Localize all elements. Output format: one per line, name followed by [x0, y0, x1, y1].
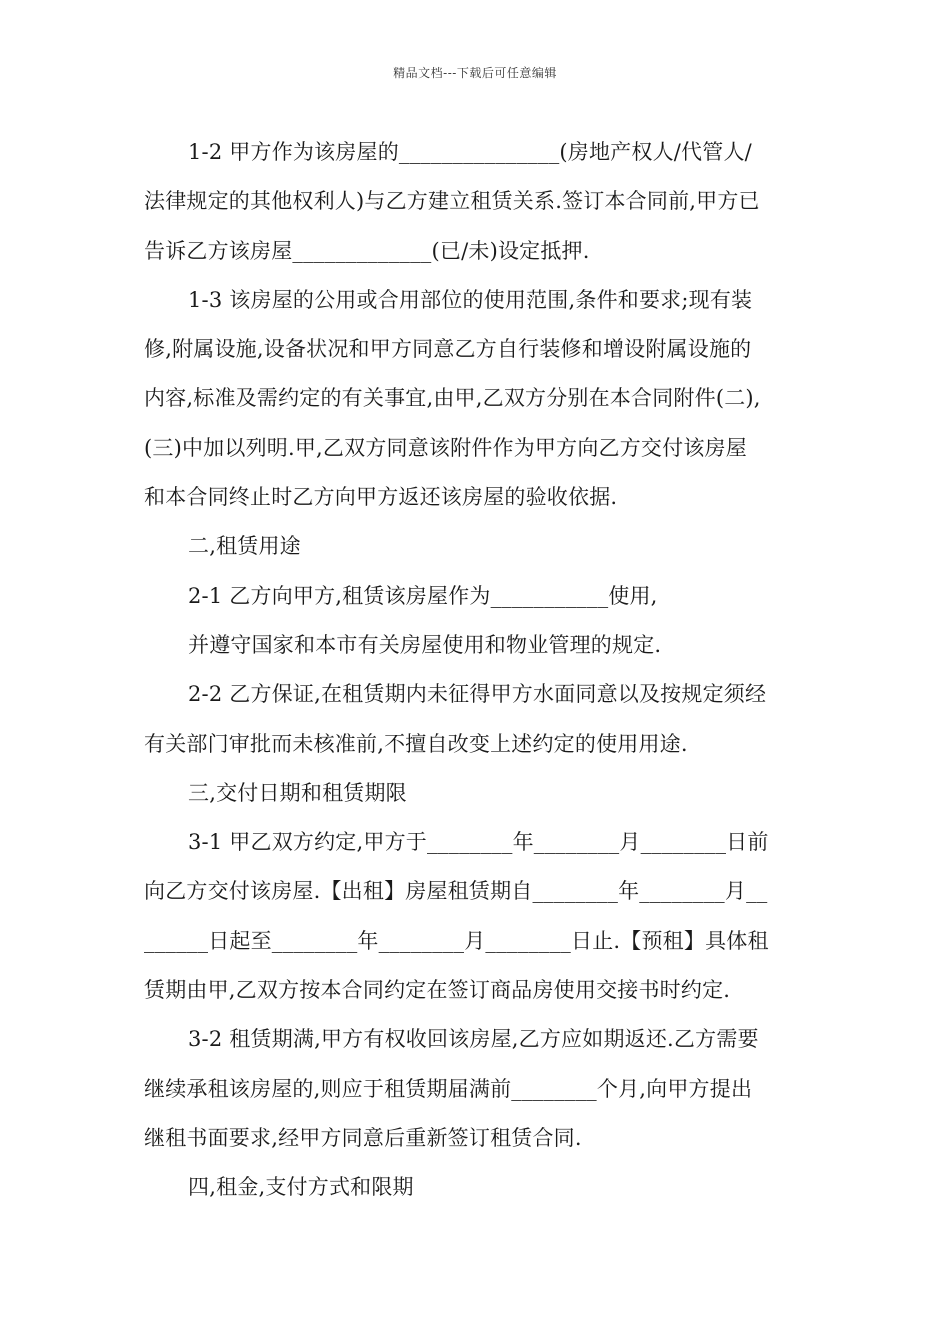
section-heading: 三,交付日期和租赁期限	[188, 780, 407, 805]
text-line: 修,附属设施,设备状况和甲方同意乙方自行装修和增设附属设施的	[144, 337, 752, 362]
text-line: 3-1 甲乙双方约定,甲方于________年________月________日前	[188, 830, 769, 855]
section-heading: 二,租赁用途	[188, 534, 301, 559]
document-body	[144, 128, 814, 1213]
text-line: 有关部门审批而未核准前,不擅自改变上述约定的使用用途.	[144, 731, 688, 756]
text-line: 3-2 租赁期满,甲方有权收回该房屋,乙方应如期返还.乙方需要	[188, 1027, 759, 1052]
text-line: 2-2 乙方保证,在租赁期内未征得甲方水面同意以及按规定须经	[188, 682, 767, 707]
text-line: 和本合同终止时乙方向甲方返还该房屋的验收依据.	[144, 485, 618, 510]
text-line: 继续承租该房屋的,则应于租赁期届满前________个月,向甲方提出	[144, 1076, 753, 1101]
text-line: 告诉乙方该房屋_____________(已/未)设定抵押.	[144, 238, 590, 263]
text-line: 向乙方交付该房屋.【出租】房屋租赁期自________年________月__	[144, 879, 768, 904]
text-line: 赁期由甲,乙双方按本合同约定在签订商品房使用交接书时约定.	[144, 978, 731, 1003]
text-line: 法律规定的其他权利人)与乙方建立租赁关系.签订本合同前,甲方已	[144, 189, 760, 214]
text-line: 继租书面要求,经甲方同意后重新签订租赁合同.	[144, 1125, 582, 1150]
text-line: (三)中加以列明.甲,乙双方同意该附件作为甲方向乙方交付该房屋	[144, 435, 747, 460]
text-line: 并遵守国家和本市有关房屋使用和物业管理的规定.	[188, 632, 662, 657]
text-line: 1-3 该房屋的公用或合用部位的使用范围,条件和要求;现有装	[188, 287, 753, 312]
text-line: 1-2 甲方作为该房屋的_______________(房地产权人/代管人/	[188, 140, 752, 164]
text-line: 2-1 乙方向甲方,租赁该房屋作为___________使用,	[188, 583, 658, 608]
text-line: 内容,标准及需约定的有关事宜,由甲,乙双方分别在本合同附件(二),	[144, 386, 761, 411]
text-line: ______日起至________年________月________日止.【预租】具体租	[144, 928, 769, 953]
section-heading: 四,租金,支付方式和限期	[188, 1175, 414, 1200]
page-header: 精品文档---下载后可任意编辑	[393, 66, 557, 80]
